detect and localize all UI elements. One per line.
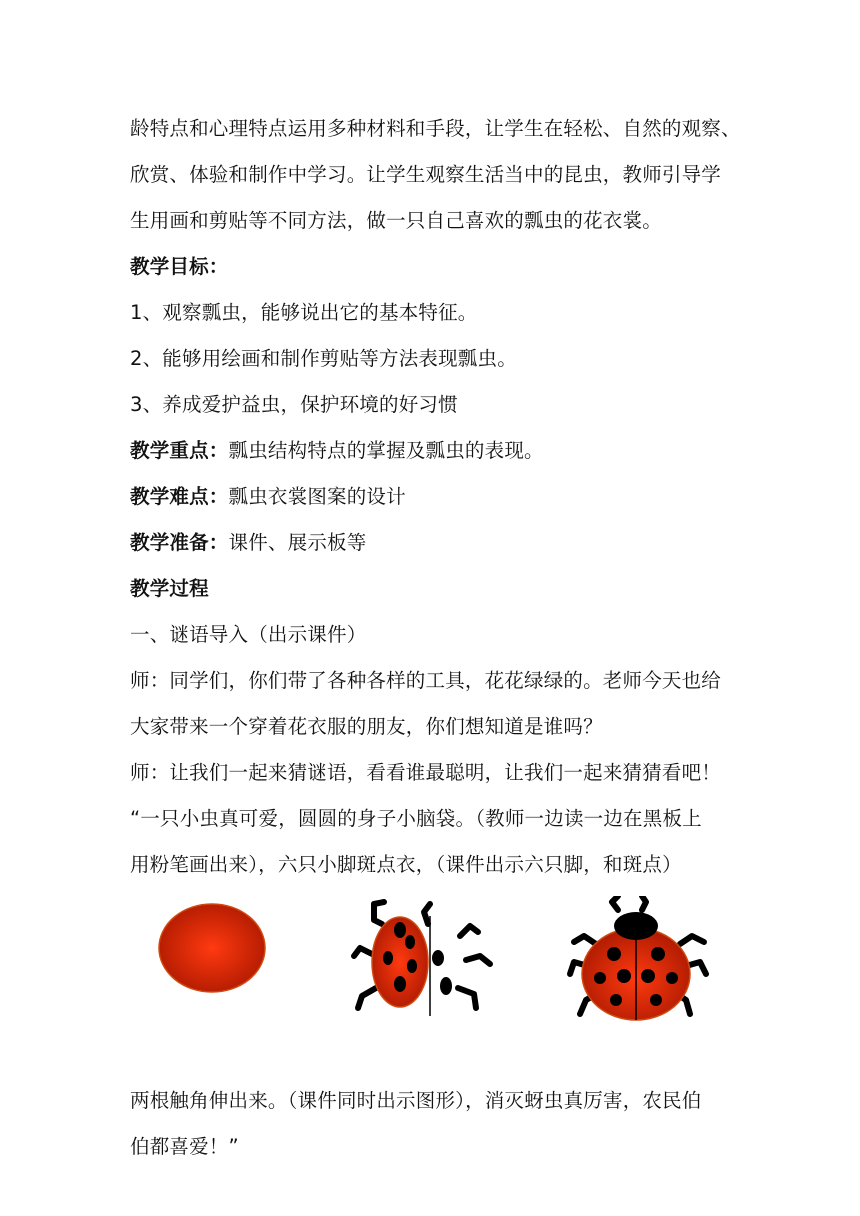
preparation-label: 教学准备： (130, 531, 229, 554)
goal-item-1: 1、观察瓢虫，能够说出它的基本特征。 (130, 301, 478, 324)
dialog-line-4: “一只小虫真可爱，圆圆的身子小脑袋。（教师一边读一边在黑板上 (130, 807, 702, 830)
dialog-line-1: 师：同学们，你们带了各种各样的工具，花花绿绿的。老师今天也给 (130, 669, 722, 692)
ladybug-body-figure (156, 896, 268, 996)
ladybug-figures (130, 896, 735, 1078)
key-point-label: 教学重点： (130, 439, 229, 462)
goal-item-2: 2、能够用绘画和制作剪贴等方法表现瓢虫。 (130, 347, 517, 370)
difficult-point-label: 教学难点： (130, 485, 229, 508)
goals-heading: 教学目标： (130, 255, 229, 278)
closing-line-1: 两根触角伸出来。（课件同时出示图形），消灭蚜虫真厉害，农民伯 (130, 1089, 702, 1112)
ladybug-complete-figure (560, 896, 720, 1024)
dialog-line-2: 大家带来一个穿着花衣服的朋友，你们想知道是谁吗？ (130, 715, 603, 738)
dialog-line-3: 师：让我们一起来猜谜语，看看谁最聪明，让我们一起来猜猜看吧！ (130, 761, 722, 784)
process-heading: 教学过程 (130, 577, 209, 600)
dialog-line-5: 用粉笔画出来），六只小脚斑点衣，（课件出示六只脚，和斑点） (130, 853, 682, 876)
ladybug-legs-spots-figure (340, 896, 510, 1026)
intro-line-2: 欣赏、体验和制作中学习。让学生观察生活当中的昆虫，教师引导学 (130, 163, 722, 186)
intro-line-3: 生用画和剪贴等不同方法，做一只自己喜欢的瓢虫的花衣裳。 (130, 209, 662, 232)
goal-item-3: 3、养成爱护益虫，保护环境的好习惯 (130, 393, 458, 416)
key-point-text: 瓢虫结构特点的掌握及瓢虫的表现。 (228, 439, 544, 462)
section1-title: 一、谜语导入（出示课件） (130, 623, 367, 646)
closing-line-2: 伯都喜爱！” (130, 1135, 239, 1158)
difficult-point-text: 瓢虫衣裳图案的设计 (228, 485, 406, 508)
document-page (130, 106, 741, 1170)
preparation-text: 课件、展示板等 (228, 531, 367, 554)
difficult-point (130, 474, 735, 520)
intro-line-1: 龄特点和心理特点运用多种材料和手段，让学生在轻松、自然的观察、 (130, 117, 741, 140)
key-point (130, 428, 735, 474)
preparation (130, 520, 735, 566)
